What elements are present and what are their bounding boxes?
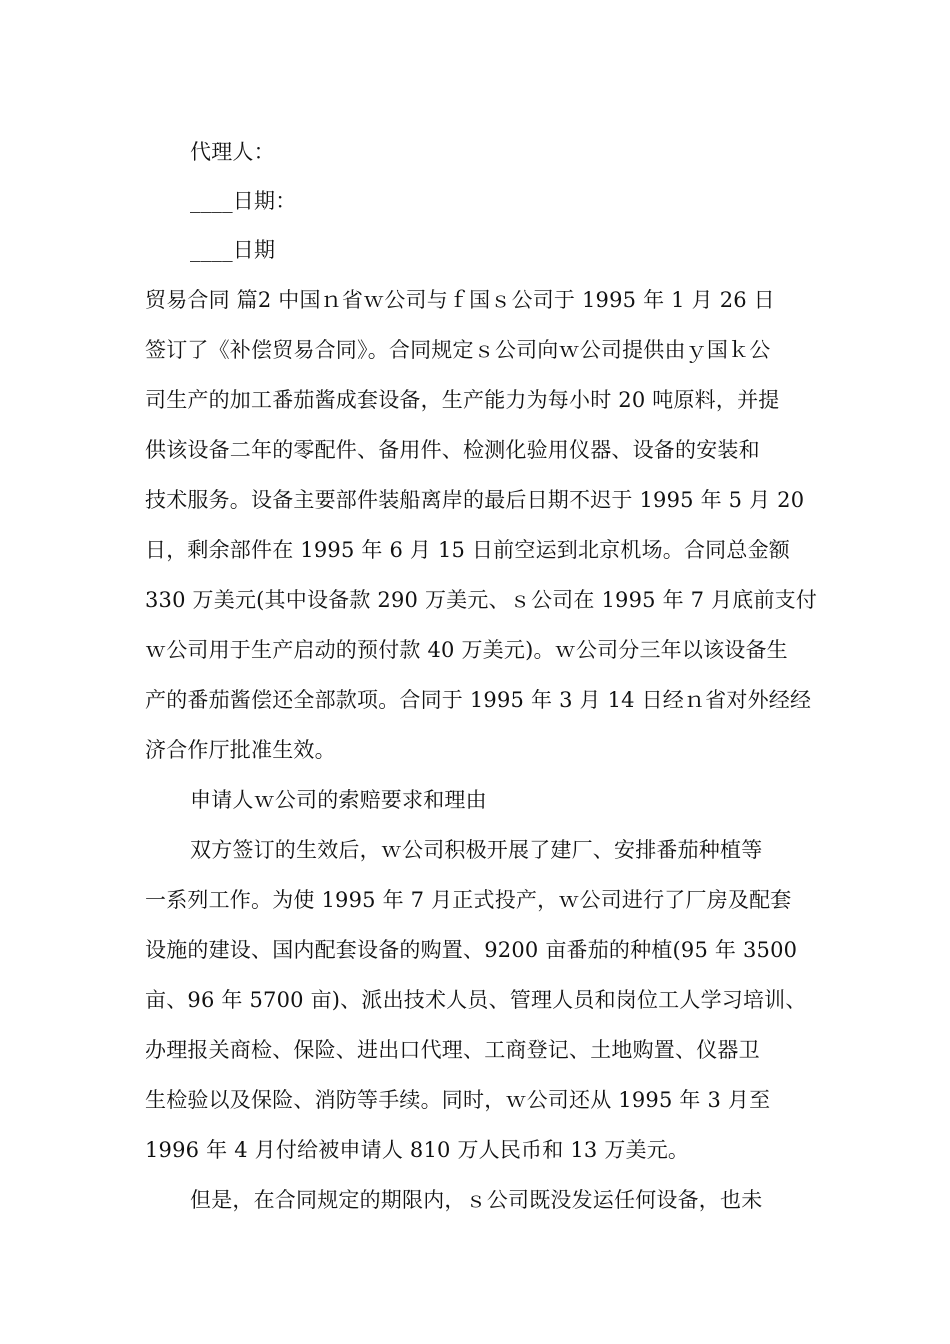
paragraph-line: 但是，在合同规定的期限内，ｓ公司既没发运任何设备，也未 — [190, 1188, 763, 1212]
paragraph-line: 供该设备二年的零配件、备用件、检测化验用仪器、设备的安装和 — [145, 438, 760, 462]
paragraph-line: 司生产的加工番茄酱成套设备，生产能力为每小时 20 吨原料，并提 — [145, 388, 780, 412]
paragraph-line: 设施的建设、国内配套设备的购置、9200 亩番茄的种植(95 年 3500 — [145, 938, 798, 962]
paragraph-line: 贸易合同 篇2 中国ｎ省ｗ公司与ｆ国ｓ公司于 1995 年 1 月 26 日 — [145, 288, 775, 312]
paragraph-line: 技术服务。设备主要部件装船离岸的最后日期不迟于 1995 年 5 月 20 — [145, 488, 805, 512]
paragraph-line: 1996 年 4 月付给被申请人 810 万人民币和 13 万美元。 — [145, 1138, 690, 1162]
paragraph-line: 产的番茄酱偿还全部款项。合同于 1995 年 3 月 14 日经ｎ省对外经经 — [145, 688, 812, 712]
agent-label: 代理人： — [190, 140, 275, 164]
date-line-1: ____日期： — [190, 189, 297, 213]
paragraph-line: 济合作厅批准生效。 — [145, 738, 336, 762]
paragraph-line: 亩、96 年 5700 亩)、派出技术人员、管理人员和岗位工人学习培训、 — [145, 988, 807, 1012]
section-heading: 申请人ｗ公司的索赔要求和理由 — [190, 788, 487, 812]
paragraph-line: ｗ公司用于生产启动的预付款 40 万美元)。ｗ公司分三年以该设备生 — [145, 638, 788, 662]
paragraph-line: 签订了《补偿贸易合同》。合同规定ｓ公司向ｗ公司提供由ｙ国ｋ公 — [145, 338, 771, 362]
paragraph-line: 生检验以及保险、消防等手续。同时，ｗ公司还从 1995 年 3 月至 — [145, 1088, 771, 1112]
date-line-2: ____日期 — [190, 238, 276, 262]
paragraph-line: 日，剩余部件在 1995 年 6 月 15 日前空运到北京机场。合同总金额 — [145, 538, 790, 562]
paragraph-line: 一系列工作。为使 1995 年 7 月正式投产，ｗ公司进行了厂房及配套 — [145, 888, 792, 912]
paragraph-line: 办理报关商检、保险、进出口代理、工商登记、土地购置、仪器卫 — [145, 1038, 760, 1062]
paragraph-line: 330 万美元(其中设备款 290 万美元、ｓ公司在 1995 年 7 月底前支付 — [145, 588, 818, 612]
paragraph-line: 双方签订的生效后，ｗ公司积极开展了建厂、安排番茄种植等 — [190, 838, 763, 862]
